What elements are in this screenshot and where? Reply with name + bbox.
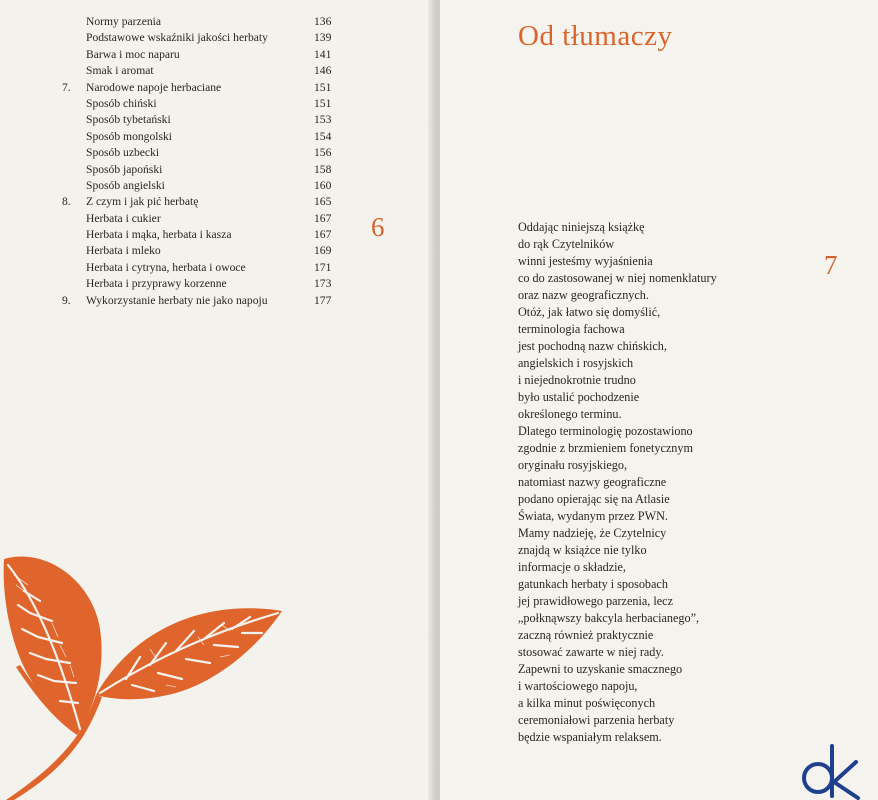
body-line: zgodnie z brzmieniem fonetycznym (518, 441, 693, 455)
toc-entry-page: 154 (314, 129, 332, 143)
toc-entry-title: Herbata i mąka, herbata i kasza (86, 228, 232, 242)
toc-row (62, 30, 342, 46)
toc-entry-page: 171 (314, 260, 332, 274)
body-line: i wartościowego napoju, (518, 679, 638, 693)
page-number-right: 7 (824, 250, 838, 280)
toc-entry-title: Herbata i przyprawy korzenne (86, 277, 227, 291)
toc-entry-number: 7. (62, 80, 71, 94)
toc-entry-page: 151 (314, 96, 332, 110)
body-line: natomiast nazwy geograficzne (518, 475, 667, 489)
body-line: będzie wspaniałym relaksem. (518, 730, 662, 744)
toc-entry-title: Wykorzystanie herbaty nie jako napoju (86, 293, 268, 307)
body-line: jest pochodną nazw chińskich, (518, 339, 667, 353)
toc-row (62, 129, 342, 145)
toc-row (62, 227, 342, 243)
toc-row (62, 63, 342, 79)
toc-entry-page: 165 (314, 195, 332, 209)
toc-row (62, 96, 342, 112)
body-line: oryginału rosyjskiego, (518, 458, 627, 472)
body-line: ceremoniałowi parzenia herbaty (518, 713, 675, 727)
body-text (518, 219, 798, 746)
body-line: Dlatego terminologię pozostawiono (518, 424, 693, 438)
left-page (0, 0, 434, 800)
toc-entry-page: 153 (314, 113, 332, 127)
toc-entry-page: 151 (314, 80, 332, 94)
page-number-left: 6 (371, 212, 385, 242)
body-line: „połknąwszy bakcyla herbacianego”, (518, 611, 700, 625)
toc-entry-title: Podstawowe wskaźniki jakości herbaty (86, 31, 268, 45)
toc-entry-page: 160 (314, 178, 332, 192)
toc-entry-title: Z czym i jak pić herbatę (86, 195, 199, 209)
right-page (440, 0, 878, 800)
toc-entry-page: 169 (314, 244, 332, 258)
toc-entry-title: Herbata i mleko (86, 244, 161, 258)
toc-row (62, 14, 342, 30)
toc-entry-title: Sposób mongolski (86, 129, 173, 143)
toc-entry-title: Sposób tybetański (86, 113, 171, 127)
body-line: podano opierając się na Atlasie (518, 492, 670, 506)
body-line: znajdą w książce nie tylko (518, 543, 647, 557)
toc-entry-page: 158 (314, 162, 332, 176)
toc-row (62, 80, 342, 96)
toc-row (62, 145, 342, 161)
toc-entry-page: 139 (314, 31, 332, 45)
orange-leaves-icon (0, 545, 290, 800)
body-line: było ustalić pochodzenie (518, 390, 640, 404)
toc-entry-page: 136 (314, 15, 332, 28)
toc-row (62, 293, 342, 309)
body-line: informacje o składzie, (518, 560, 626, 574)
toc-entry-number: 8. (62, 195, 71, 209)
body-line: do rąk Czytelników (518, 237, 615, 251)
body-line: Mamy nadzieję, że Czytelnicy (518, 526, 667, 540)
body-line: angielskich i rosyjskich (518, 356, 634, 370)
toc-entry-title: Smak i aromat (86, 64, 154, 78)
toc-row (62, 243, 342, 259)
toc-entry-title: Herbata i cukier (86, 211, 161, 225)
body-line: winni jesteśmy wyjaśnienia (518, 254, 653, 268)
body-line: a kilka minut poświęconych (518, 696, 656, 710)
toc-row (62, 211, 342, 227)
body-line: stosować zawarte w niej rady. (518, 645, 664, 659)
body-line: Otóż, jak łatwo się domyślić, (518, 305, 661, 319)
body-line: i niejednokrotnie trudno (518, 373, 636, 387)
toc-entry-page: 167 (314, 228, 332, 242)
toc-entry-page: 146 (314, 64, 332, 78)
toc-entry-number: 9. (62, 293, 71, 307)
toc-entry-page: 156 (314, 146, 332, 160)
toc-entry-title: Narodowe napoje herbaciane (86, 80, 222, 94)
toc-row (62, 47, 342, 63)
toc-entry-page: 141 (314, 47, 332, 61)
body-line: zaczną również praktycznie (518, 628, 654, 642)
toc-row (62, 112, 342, 128)
body-line: oraz nazw geograficznych. (518, 288, 649, 302)
body-line: Oddając niniejszą książkę (518, 220, 645, 234)
toc-row (62, 178, 342, 194)
toc-row (62, 162, 342, 178)
dk-logo-icon (798, 740, 870, 800)
toc-row (62, 194, 342, 210)
body-line: określonego terminu. (518, 407, 622, 421)
toc-entry-page: 173 (314, 277, 332, 291)
body-line: gatunkach herbaty i sposobach (518, 577, 668, 591)
body-line: terminologia fachowa (518, 322, 625, 336)
toc-entry-page: 177 (314, 293, 332, 307)
body-line: Świata, wydanym przez PWN. (518, 509, 668, 523)
chapter-title: Od tłumaczy (518, 20, 673, 52)
body-line: Zapewni to uzyskanie smacznego (518, 662, 683, 676)
toc-entry-title: Sposób angielski (86, 178, 165, 192)
body-line: co do zastosowanej w niej nomenklatury (518, 271, 717, 285)
body-line: jej prawidłowego parzenia, lecz (518, 594, 673, 608)
table-of-contents (62, 14, 342, 309)
toc-entry-title: Herbata i cytryna, herbata i owoce (86, 260, 246, 274)
toc-entry-title: Sposób japoński (86, 162, 163, 176)
toc-entry-title: Sposób uzbecki (86, 146, 160, 160)
toc-entry-title: Sposób chiński (86, 96, 157, 110)
toc-row (62, 260, 342, 276)
toc-row (62, 276, 342, 292)
toc-entry-title: Normy parzenia (86, 15, 162, 28)
toc-entry-page: 167 (314, 211, 332, 225)
toc-entry-title: Barwa i moc naparu (86, 47, 180, 61)
